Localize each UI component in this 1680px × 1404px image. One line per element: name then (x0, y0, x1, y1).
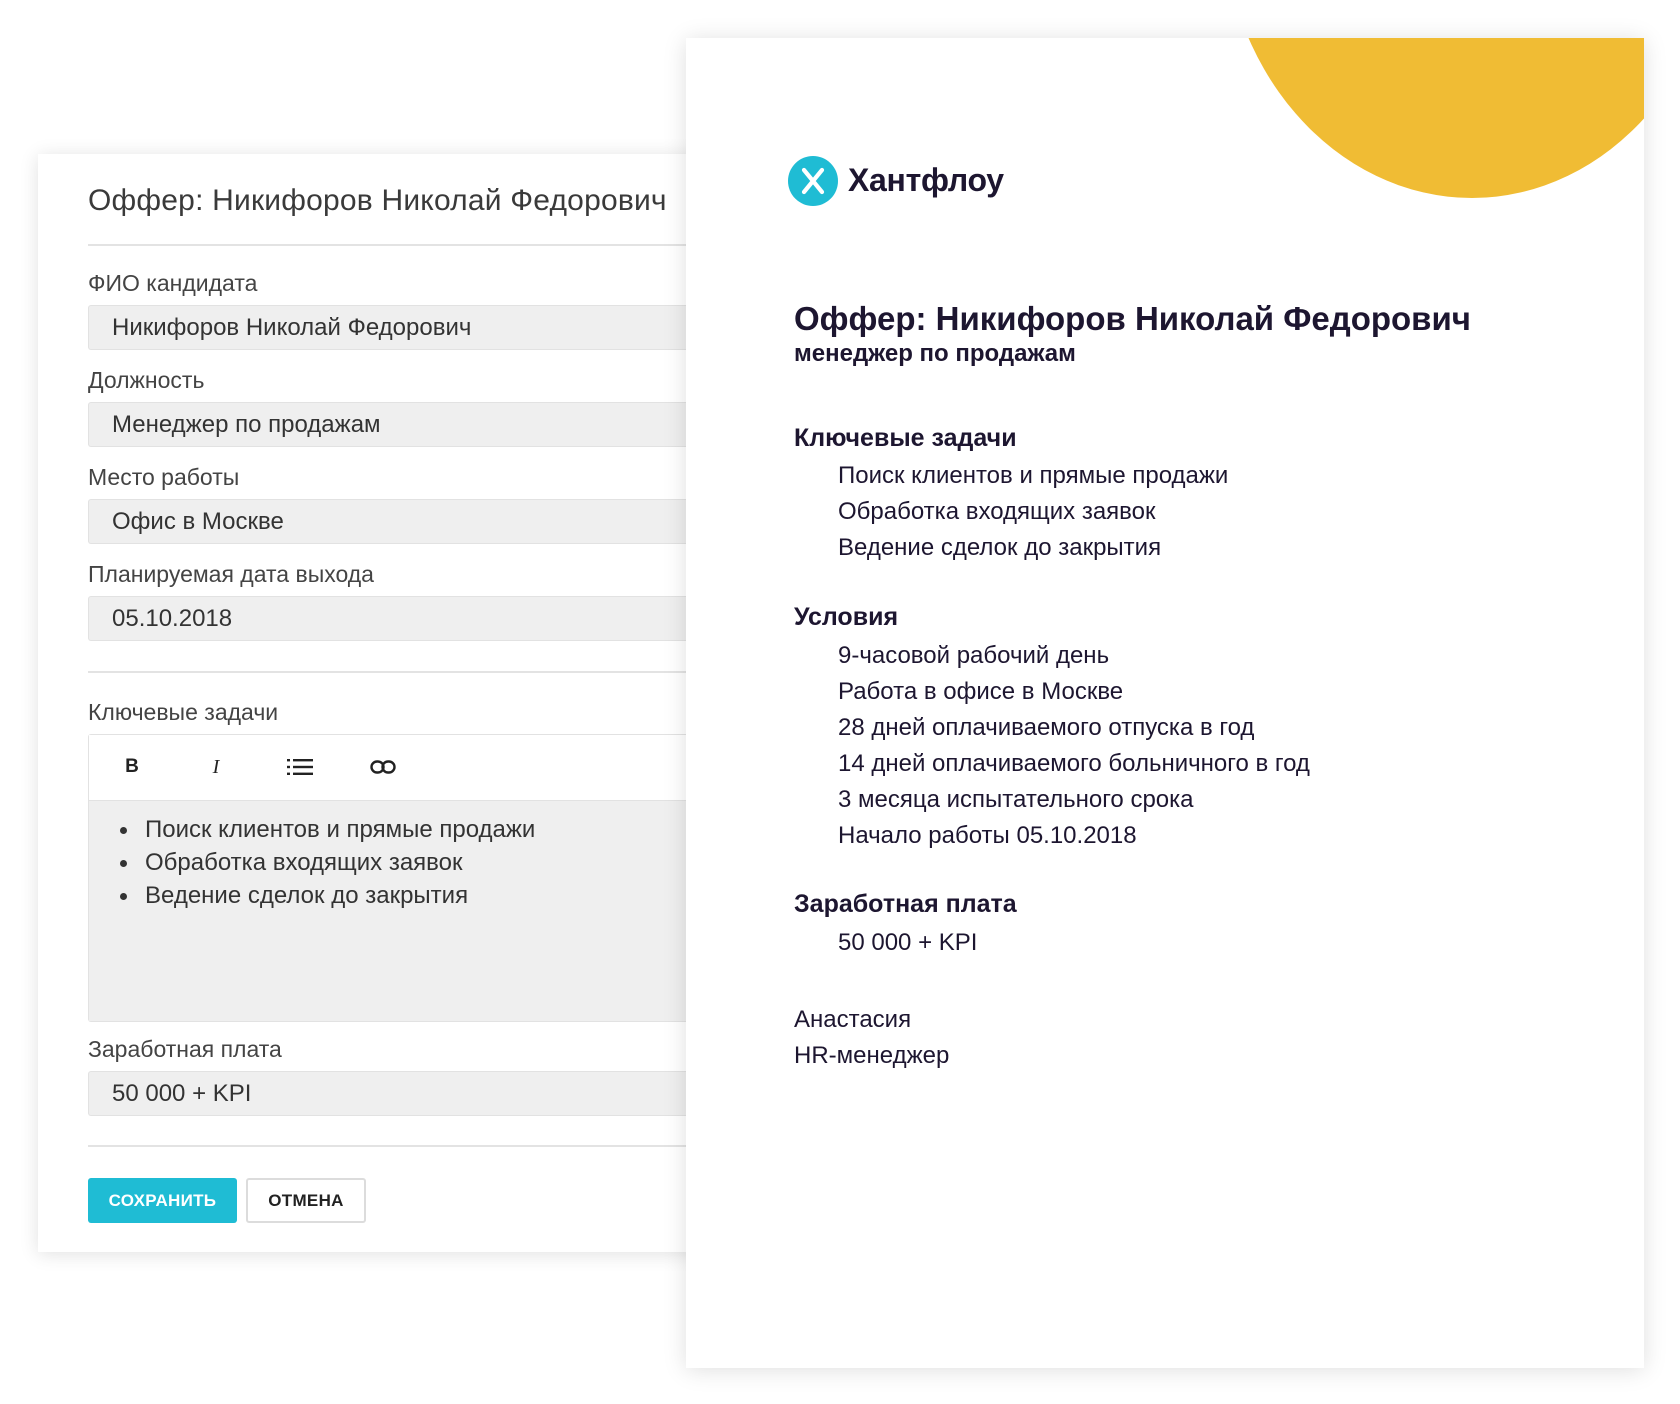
start-date-label: Планируемая дата выхода (88, 561, 374, 587)
tasks-label: Ключевые задачи (88, 699, 279, 725)
signature-role: HR-менеджер (794, 1042, 950, 1069)
section-heading: Ключевые задачи (794, 424, 1017, 452)
candidate-name-label: ФИО кандидата (88, 270, 258, 296)
form-title: Оффер: Никифоров Николай Федорович (88, 184, 667, 217)
save-button[interactable]: СОХРАНИТЬ (88, 1178, 237, 1223)
conditions-list (838, 638, 1310, 854)
salary-label: Заработная плата (88, 1036, 282, 1062)
list-item: Обработка входящих заявок (117, 846, 718, 879)
divider (88, 671, 718, 673)
editor-toolbar (89, 735, 718, 801)
section-heading: Заработная плата (794, 890, 1017, 918)
list-item: 3 месяца испытательного срока (838, 786, 1194, 813)
document-subtitle: менеджер по продажам (794, 340, 1076, 367)
huntflow-logo-icon (788, 156, 838, 206)
cancel-button[interactable]: ОТМЕНА (246, 1178, 366, 1223)
tasks-list (838, 458, 1228, 566)
signature-name: Анастасия (794, 1006, 912, 1033)
list-item: 9-часовой рабочий день (838, 642, 1110, 669)
divider (88, 1145, 718, 1147)
salary-field[interactable]: 50 000 + KPI (88, 1071, 718, 1116)
offer-document (686, 38, 1644, 1368)
bulleted-list-icon[interactable] (285, 752, 315, 782)
position-label: Должность (88, 367, 205, 393)
list-item: 28 дней оплачиваемого отпуска в год (838, 714, 1255, 741)
start-date-field[interactable]: 05.10.2018 (88, 596, 718, 641)
editor-content[interactable] (89, 801, 718, 1021)
tasks-editor[interactable] (88, 734, 718, 1022)
decorative-shape (1222, 38, 1644, 198)
bold-button[interactable]: B (125, 756, 139, 777)
logo-name: Хантфлоу (848, 162, 1004, 198)
list-item: Ведение сделок до закрытия (117, 879, 718, 912)
italic-button[interactable]: I (212, 755, 220, 778)
list-item: Ведение сделок до закрытия (838, 534, 1162, 561)
position-field[interactable]: Менеджер по продажам (88, 402, 718, 447)
candidate-name-field[interactable]: Никифоров Николай Федорович (88, 305, 718, 350)
list-item: Начало работы 05.10.2018 (838, 822, 1137, 849)
location-label: Место работы (88, 464, 240, 490)
document-title: Оффер: Никифоров Николай Федорович (794, 300, 1471, 337)
location-field[interactable]: Офис в Москве (88, 499, 718, 544)
list-item: Работа в офисе в Москве (838, 678, 1124, 705)
link-icon[interactable] (368, 752, 398, 782)
divider (88, 244, 718, 246)
list-item: Обработка входящих заявок (838, 498, 1156, 525)
list-item: 50 000 + KPI (838, 929, 978, 956)
salary-list (838, 925, 977, 961)
section-heading: Условия (794, 603, 899, 631)
offer-form (38, 154, 718, 1252)
list-item: 14 дней оплачиваемого больничного в год (838, 750, 1310, 777)
list-item: Поиск клиентов и прямые продажи (838, 462, 1229, 489)
list-item: Поиск клиентов и прямые продажи (117, 813, 718, 846)
